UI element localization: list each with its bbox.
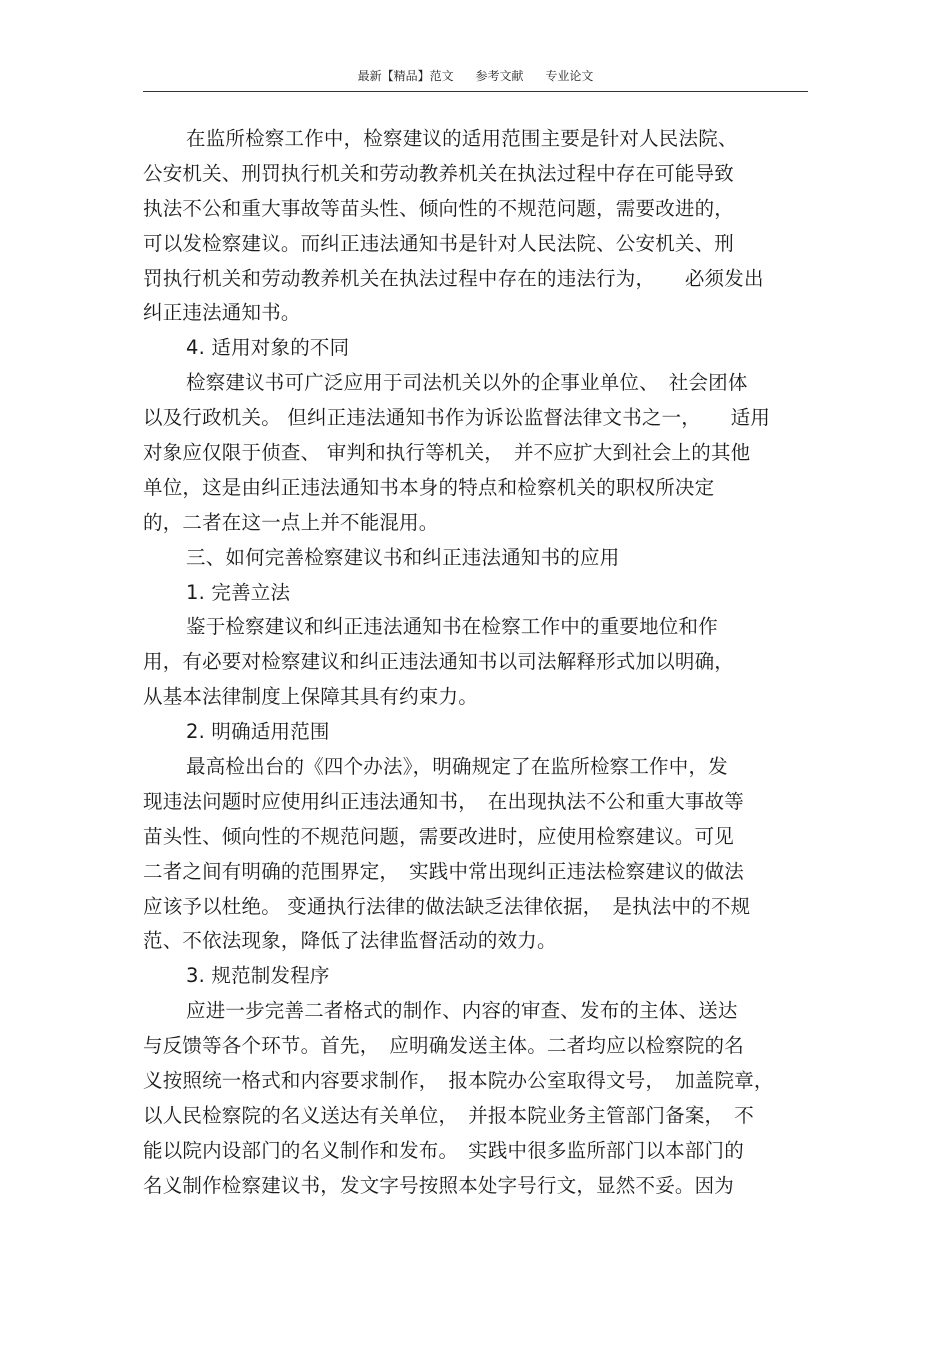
header-item-references: 参考文献 <box>475 69 524 83</box>
text-line: 的，二者在这一点上并不能混用。 <box>143 510 439 534</box>
text-line: 可以发检察建议。而纠正违法通知书是针对人民法院、公安机关、刑 <box>143 231 735 255</box>
text-line: 能以院内设部门的名义制作和发布。 实践中很多监所部门以本部门的 <box>143 1138 744 1162</box>
header-item-papers: 专业论文 <box>545 69 594 83</box>
text-line: 用，有必要对检察建议和纠正违法通知书以司法解释形式加以明确， <box>143 650 735 674</box>
text-line: 公安机关、刑罚执行机关和劳动教养机关在执法过程中存在可能导致 <box>143 161 735 185</box>
text-line: 从基本法律制度上保障其具有约束力。 <box>143 685 478 709</box>
text-line: 检察建议书可广泛应用于司法机关以外的企事业单位、 社会团体 <box>186 371 748 395</box>
text-line: 三、如何完善检察建议书和纠正违法通知书的应用 <box>186 545 620 569</box>
text-line: 4. 适用对象的不同 <box>186 336 350 360</box>
text-line: 范、不依法现象，降低了法律监督活动的效力。 <box>143 929 557 953</box>
text-line: 鉴于检察建议和纠正违法通知书在检察工作中的重要地位和作 <box>186 615 718 639</box>
text-line: 最高检出台的《四个办法》，明确规定了在监所检察工作中，发 <box>186 755 728 779</box>
text-line: 以及行政机关。 但纠正违法通知书作为诉讼监督法律文书之一， 适用 <box>143 406 771 430</box>
text-line: 与反馈等各个环节。首先， 应明确发送主体。二者均应以检察院的名 <box>143 1034 744 1058</box>
text-line: 3. 规范制发程序 <box>186 964 330 988</box>
text-line: 现违法问题时应使用纠正违法通知书， 在出现执法不公和重大事故等 <box>143 789 744 813</box>
text-line: 纠正违法通知书。 <box>143 301 301 325</box>
text-line: 应该予以杜绝。 变通执行法律的做法缺乏法律依据， 是执法中的不规 <box>143 894 751 918</box>
text-line: 对象应仅限于侦查、 审判和执行等机关， 并不应扩大到社会上的其他 <box>143 441 751 465</box>
text-line: 单位，这是由纠正违法通知书本身的特点和检察机关的职权所决定 <box>143 475 715 499</box>
text-line: 苗头性、倾向性的不规范问题，需要改进时，应使用检察建议。可见 <box>143 824 735 848</box>
text-line: 应进一步完善二者格式的制作、内容的审查、发布的主体、送达 <box>186 999 738 1023</box>
text-line: 执法不公和重大事故等苗头性、倾向性的不规范问题，需要改进的， <box>143 196 735 220</box>
text-line: 罚执行机关和劳动教养机关在执法过程中存在的违法行为， 必须发出 <box>143 266 764 290</box>
header-rule <box>143 91 808 92</box>
text-line: 二者之间有明确的范围界定， 实践中常出现纠正违法检察建议的做法 <box>143 859 744 883</box>
document-body <box>143 122 813 1204</box>
text-line: 义按照统一格式和内容要求制作， 报本院办公室取得文号， 加盖院章， <box>143 1069 774 1093</box>
text-line: 名义制作检察建议书，发文字号按照本处字号行文，显然不妥。因为 <box>143 1173 735 1197</box>
text-line: 以人民检察院的名义送达有关单位， 并报本院业务主管部门备案， 不 <box>143 1103 754 1127</box>
page-header <box>143 66 808 91</box>
text-line: 2. 明确适用范围 <box>186 720 330 744</box>
text-line: 1. 完善立法 <box>186 580 291 604</box>
text-line: 在监所检察工作中，检察建议的适用范围主要是针对人民法院、 <box>186 127 738 150</box>
header-item-latest-essays: 最新【精品】范文 <box>357 69 454 83</box>
